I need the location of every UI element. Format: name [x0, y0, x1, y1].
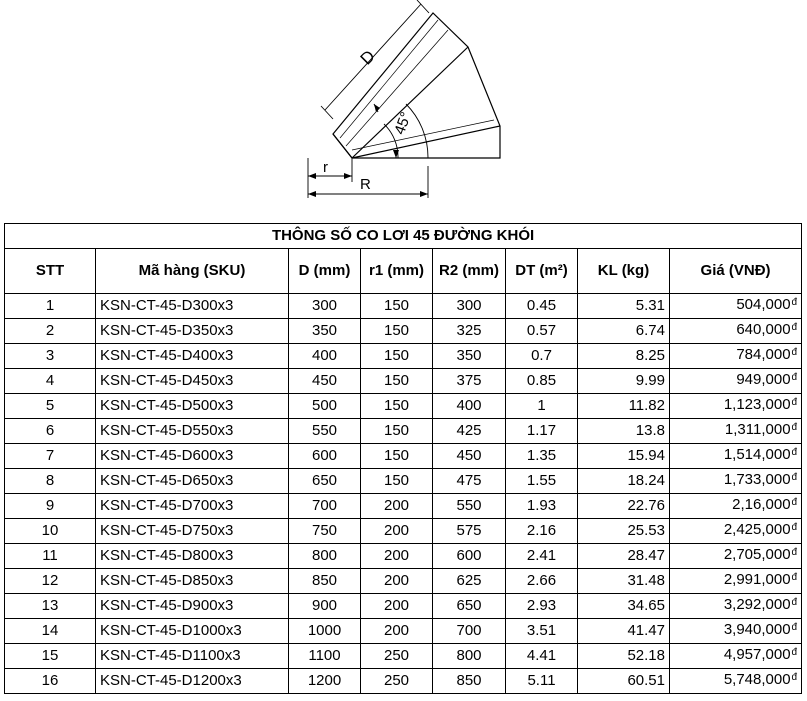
cell-kl: 22.76: [578, 494, 670, 519]
price-value: 949,000: [736, 371, 791, 388]
cell-sku: KSN-CT-45-D600x3: [96, 444, 289, 469]
cell-r1: 250: [361, 644, 433, 669]
table-row: [5, 644, 802, 669]
currency-symbol: đ: [791, 622, 798, 633]
cell-kl: 34.65: [578, 594, 670, 619]
cell-r2: 425: [433, 419, 506, 444]
cell-d: 800: [289, 544, 361, 569]
table-row: [5, 369, 802, 394]
cell-r2: 400: [433, 394, 506, 419]
currency-symbol: đ: [791, 422, 798, 433]
header-r2: R2 (mm): [433, 249, 506, 294]
cell-dt: 1.93: [506, 494, 578, 519]
cell-r1: 200: [361, 544, 433, 569]
price-value: 2,425,000: [723, 521, 791, 538]
cell-sku: KSN-CT-45-D700x3: [96, 494, 289, 519]
cell-dt: 1.55: [506, 469, 578, 494]
price-value: 2,991,000: [723, 571, 791, 588]
price-value: 640,000: [736, 321, 791, 338]
currency-symbol: đ: [791, 522, 798, 533]
cell-r2: 650: [433, 594, 506, 619]
currency-symbol: đ: [791, 647, 798, 658]
price-value: 1,514,000: [723, 446, 791, 463]
cell-r2: 550: [433, 494, 506, 519]
cell-r2: 300: [433, 294, 506, 319]
cell-kl: 31.48: [578, 569, 670, 594]
price-value: 4,957,000: [723, 646, 791, 663]
cell-stt: 7: [5, 444, 96, 469]
header-stt: STT: [5, 249, 96, 294]
cell-stt: 10: [5, 519, 96, 544]
table-row: [5, 394, 802, 419]
cell-d: 650: [289, 469, 361, 494]
cell-d: 850: [289, 569, 361, 594]
table-row: [5, 519, 802, 544]
currency-symbol: đ: [791, 672, 798, 683]
currency-symbol: đ: [791, 547, 798, 558]
cell-dt: 2.41: [506, 544, 578, 569]
cell-price: [670, 369, 802, 394]
table-header-row: [5, 249, 802, 294]
label-d: D: [356, 46, 379, 69]
cell-sku: KSN-CT-45-D1100x3: [96, 644, 289, 669]
currency-symbol: đ: [791, 447, 798, 458]
cell-dt: 5.11: [506, 669, 578, 694]
cell-r2: 800: [433, 644, 506, 669]
cell-dt: 2.16: [506, 519, 578, 544]
cell-stt: 11: [5, 544, 96, 569]
table-row: [5, 344, 802, 369]
cell-r1: 150: [361, 394, 433, 419]
cell-price: [670, 619, 802, 644]
cell-price: [670, 494, 802, 519]
currency-symbol: đ: [791, 347, 798, 358]
cell-sku: KSN-CT-45-D750x3: [96, 519, 289, 544]
cell-d: 350: [289, 319, 361, 344]
cell-r2: 325: [433, 319, 506, 344]
cell-d: 600: [289, 444, 361, 469]
cell-price: [670, 444, 802, 469]
cell-kl: 9.99: [578, 369, 670, 394]
cell-price: [670, 669, 802, 694]
cell-stt: 14: [5, 619, 96, 644]
cell-kl: 6.74: [578, 319, 670, 344]
cell-r1: 200: [361, 619, 433, 644]
cell-price: [670, 344, 802, 369]
cell-d: 700: [289, 494, 361, 519]
cell-stt: 6: [5, 419, 96, 444]
cell-r2: 625: [433, 569, 506, 594]
price-value: 2,16,000: [732, 496, 791, 513]
cell-dt: 4.41: [506, 644, 578, 669]
cell-price: [670, 569, 802, 594]
header-kl: KL (kg): [578, 249, 670, 294]
cell-kl: 25.53: [578, 519, 670, 544]
header-d: D (mm): [289, 249, 361, 294]
cell-sku: KSN-CT-45-D1200x3: [96, 669, 289, 694]
cell-r1: 150: [361, 294, 433, 319]
cell-sku: KSN-CT-45-D500x3: [96, 394, 289, 419]
table-body: [5, 294, 802, 694]
cell-dt: 1.35: [506, 444, 578, 469]
cell-stt: 13: [5, 594, 96, 619]
cell-r1: 150: [361, 344, 433, 369]
cell-kl: 41.47: [578, 619, 670, 644]
cell-r1: 150: [361, 369, 433, 394]
cell-r2: 575: [433, 519, 506, 544]
currency-symbol: đ: [791, 572, 798, 583]
cell-dt: 2.93: [506, 594, 578, 619]
cell-d: 400: [289, 344, 361, 369]
cell-dt: 0.7: [506, 344, 578, 369]
cell-sku: KSN-CT-45-D400x3: [96, 344, 289, 369]
table-row: [5, 419, 802, 444]
cell-price: [670, 544, 802, 569]
cell-dt: 0.45: [506, 294, 578, 319]
cell-stt: 4: [5, 369, 96, 394]
cell-stt: 15: [5, 644, 96, 669]
header-dt: DT (m²): [506, 249, 578, 294]
price-value: 1,733,000: [723, 471, 791, 488]
cell-kl: 28.47: [578, 544, 670, 569]
cell-sku: KSN-CT-45-D350x3: [96, 319, 289, 344]
cell-kl: 18.24: [578, 469, 670, 494]
cell-stt: 16: [5, 669, 96, 694]
table-row: [5, 619, 802, 644]
cell-stt: 9: [5, 494, 96, 519]
elbow-drawing: [0, 0, 807, 222]
cell-dt: 1.17: [506, 419, 578, 444]
cell-dt: 2.66: [506, 569, 578, 594]
cell-r1: 200: [361, 594, 433, 619]
cell-r2: 700: [433, 619, 506, 644]
currency-symbol: đ: [791, 597, 798, 608]
cell-r1: 150: [361, 444, 433, 469]
price-value: 504,000: [736, 296, 791, 313]
price-value: 2,705,000: [723, 546, 791, 563]
label-r: r: [323, 159, 328, 176]
cell-price: [670, 294, 802, 319]
cell-sku: KSN-CT-45-D550x3: [96, 419, 289, 444]
header-sku: Mã hàng (SKU): [96, 249, 289, 294]
elbow-diagram: [0, 0, 807, 222]
cell-price: [670, 419, 802, 444]
cell-stt: 1: [5, 294, 96, 319]
price-value: 3,940,000: [723, 621, 791, 638]
cell-r1: 200: [361, 494, 433, 519]
currency-symbol: đ: [791, 472, 798, 483]
cell-d: 550: [289, 419, 361, 444]
cell-d: 1000: [289, 619, 361, 644]
cell-dt: 0.85: [506, 369, 578, 394]
cell-r2: 350: [433, 344, 506, 369]
cell-kl: 11.82: [578, 394, 670, 419]
cell-sku: KSN-CT-45-D450x3: [96, 369, 289, 394]
currency-symbol: đ: [791, 397, 798, 408]
header-r1: r1 (mm): [361, 249, 433, 294]
cell-dt: 1: [506, 394, 578, 419]
currency-symbol: đ: [791, 297, 798, 308]
table-row: [5, 469, 802, 494]
cell-r2: 375: [433, 369, 506, 394]
cell-price: [670, 594, 802, 619]
cell-sku: KSN-CT-45-D1000x3: [96, 619, 289, 644]
cell-d: 750: [289, 519, 361, 544]
table-title-row: [5, 224, 802, 249]
label-angle: 45°: [391, 109, 415, 137]
price-value: 5,748,000: [723, 671, 791, 688]
cell-kl: 52.18: [578, 644, 670, 669]
cell-stt: 12: [5, 569, 96, 594]
table-title: THÔNG SỐ CO LƠI 45 ĐƯỜNG KHÓI: [5, 224, 802, 249]
cell-d: 1200: [289, 669, 361, 694]
currency-symbol: đ: [791, 497, 798, 508]
cell-sku: KSN-CT-45-D300x3: [96, 294, 289, 319]
cell-stt: 8: [5, 469, 96, 494]
price-value: 1,311,000: [724, 421, 791, 438]
header-price: Giá (VNĐ): [670, 249, 802, 294]
cell-price: [670, 644, 802, 669]
currency-symbol: đ: [791, 322, 798, 333]
cell-stt: 3: [5, 344, 96, 369]
table-row: [5, 294, 802, 319]
table-row: [5, 594, 802, 619]
table-row: [5, 544, 802, 569]
cell-price: [670, 319, 802, 344]
price-value: 3,292,000: [723, 596, 791, 613]
cell-r1: 250: [361, 669, 433, 694]
cell-dt: 0.57: [506, 319, 578, 344]
cell-d: 450: [289, 369, 361, 394]
cell-stt: 5: [5, 394, 96, 419]
cell-d: 500: [289, 394, 361, 419]
cell-kl: 5.31: [578, 294, 670, 319]
cell-price: [670, 394, 802, 419]
cell-r1: 150: [361, 419, 433, 444]
cell-r1: 150: [361, 469, 433, 494]
currency-symbol: đ: [791, 372, 798, 383]
cell-stt: 2: [5, 319, 96, 344]
cell-r1: 200: [361, 569, 433, 594]
table-row: [5, 669, 802, 694]
table-row: [5, 319, 802, 344]
cell-d: 900: [289, 594, 361, 619]
cell-r1: 200: [361, 519, 433, 544]
cell-r2: 450: [433, 444, 506, 469]
cell-dt: 3.51: [506, 619, 578, 644]
price-value: 1,123,000: [723, 396, 791, 413]
cell-r1: 150: [361, 319, 433, 344]
cell-kl: 15.94: [578, 444, 670, 469]
table-row: [5, 569, 802, 594]
cell-r2: 600: [433, 544, 506, 569]
spec-table: [4, 223, 802, 694]
cell-kl: 60.51: [578, 669, 670, 694]
cell-kl: 8.25: [578, 344, 670, 369]
table-row: [5, 494, 802, 519]
cell-d: 1100: [289, 644, 361, 669]
cell-sku: KSN-CT-45-D850x3: [96, 569, 289, 594]
cell-sku: KSN-CT-45-D650x3: [96, 469, 289, 494]
cell-d: 300: [289, 294, 361, 319]
cell-sku: KSN-CT-45-D900x3: [96, 594, 289, 619]
cell-r2: 475: [433, 469, 506, 494]
cell-r2: 850: [433, 669, 506, 694]
cell-price: [670, 519, 802, 544]
table-row: [5, 444, 802, 469]
cell-price: [670, 469, 802, 494]
price-value: 784,000: [736, 346, 791, 363]
label-big-r: R: [360, 176, 371, 193]
cell-sku: KSN-CT-45-D800x3: [96, 544, 289, 569]
cell-kl: 13.8: [578, 419, 670, 444]
